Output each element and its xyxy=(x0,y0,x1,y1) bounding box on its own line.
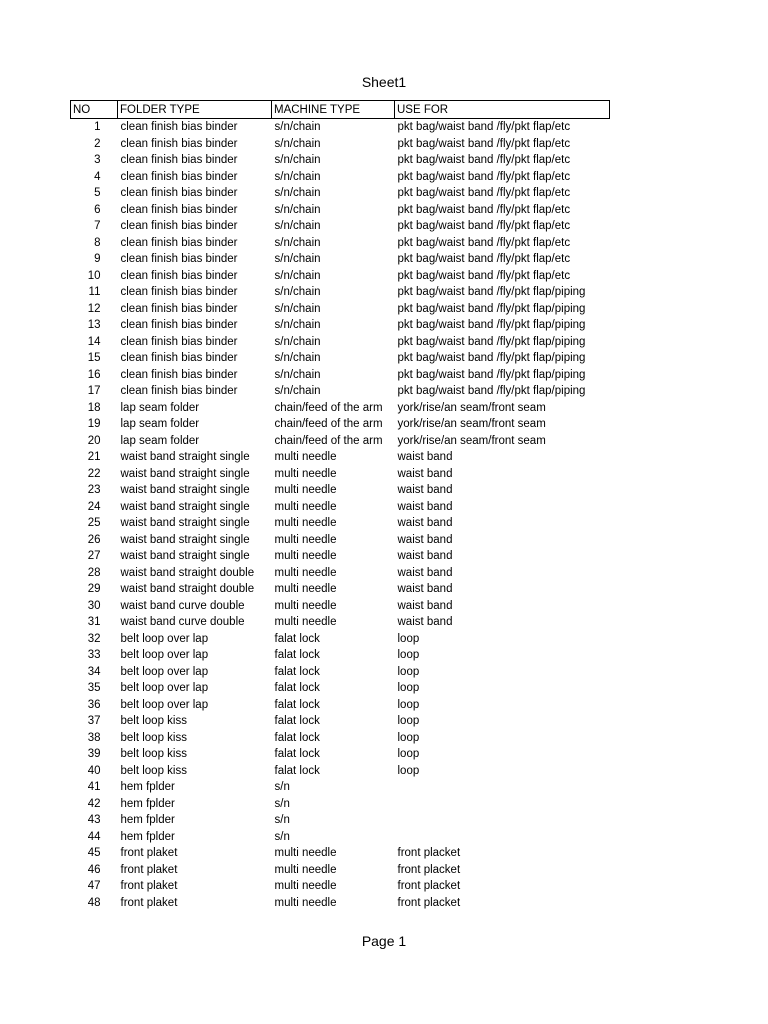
cell-use-for: pkt bag/waist band /fly/pkt flap/etc xyxy=(397,121,571,134)
cell-machine-type: s/n/chain xyxy=(274,236,321,249)
cell-machine-type: falat lock xyxy=(274,764,320,777)
cell-machine-type: s/n/chain xyxy=(274,335,321,348)
cell-use-for: front placket xyxy=(397,896,461,909)
cell-folder-type: waist band straight single xyxy=(120,500,250,513)
table-row xyxy=(71,548,610,565)
cell-no: 22 xyxy=(87,467,101,480)
cell-use-for: pkt bag/waist band /fly/pkt flap/piping xyxy=(397,352,586,365)
table-row xyxy=(71,433,610,450)
cell-machine-type: multi needle xyxy=(274,599,337,612)
table-row xyxy=(71,532,610,549)
cell-machine-type: falat lock xyxy=(274,632,320,645)
cell-folder-type: belt loop over lap xyxy=(120,632,209,645)
cell-machine-type: s/n/chain xyxy=(274,385,321,398)
cell-machine-type: s/n/chain xyxy=(274,154,321,167)
cell-use-for: waist band xyxy=(397,484,453,497)
cell-no: 3 xyxy=(94,154,101,167)
cell-machine-type: multi needle xyxy=(274,616,337,629)
cell-folder-type: clean finish bias binder xyxy=(120,269,238,282)
cell-no: 43 xyxy=(87,814,101,827)
cell-no: 6 xyxy=(94,203,101,216)
column-header-no: NO xyxy=(71,101,118,119)
cell-no: 27 xyxy=(87,550,101,563)
cell-use-for: pkt bag/waist band /fly/pkt flap/piping xyxy=(397,302,586,315)
cell-machine-type: s/n/chain xyxy=(274,220,321,233)
cell-machine-type: falat lock xyxy=(274,682,320,695)
cell-use-for: waist band xyxy=(397,451,453,464)
table-row xyxy=(71,251,610,268)
cell-use-for: front placket xyxy=(397,863,461,876)
cell-machine-type: falat lock xyxy=(274,649,320,662)
cell-folder-type: waist band straight double xyxy=(120,566,255,579)
cell-no: 19 xyxy=(87,418,101,431)
cell-no: 15 xyxy=(87,352,101,365)
cell-use-for: loop xyxy=(397,715,420,728)
sheet-title: Sheet1 xyxy=(361,74,407,90)
cell-folder-type: hem fplder xyxy=(120,797,175,810)
cell-machine-type: multi needle xyxy=(274,533,337,546)
table-row xyxy=(71,565,610,582)
cell-machine-type: multi needle xyxy=(274,847,337,860)
cell-folder-type: clean finish bias binder xyxy=(120,286,238,299)
cell-folder-type: clean finish bias binder xyxy=(120,236,238,249)
table-row xyxy=(71,499,610,516)
table-row xyxy=(71,763,610,780)
cell-use-for xyxy=(395,779,610,796)
cell-no: 20 xyxy=(87,434,101,447)
cell-no: 34 xyxy=(87,665,101,678)
cell-folder-type: waist band straight single xyxy=(120,451,250,464)
cell-folder-type: clean finish bias binder xyxy=(120,154,238,167)
cell-machine-type: s/n/chain xyxy=(274,137,321,150)
cell-no: 14 xyxy=(87,335,101,348)
cell-folder-type: belt loop kiss xyxy=(120,748,187,761)
cell-use-for: pkt bag/waist band /fly/pkt flap/piping xyxy=(397,368,586,381)
table-row xyxy=(71,730,610,747)
table-row xyxy=(71,317,610,334)
cell-folder-type: waist band straight single xyxy=(120,484,250,497)
table-row xyxy=(71,301,610,318)
cell-use-for: waist band xyxy=(397,566,453,579)
cell-use-for: york/rise/an seam/front seam xyxy=(397,401,546,414)
cell-use-for: pkt bag/waist band /fly/pkt flap/etc xyxy=(397,220,571,233)
cell-use-for: loop xyxy=(397,698,420,711)
cell-use-for: loop xyxy=(397,731,420,744)
table-row xyxy=(71,482,610,499)
table-row xyxy=(71,202,610,219)
cell-no: 12 xyxy=(87,302,101,315)
cell-no: 36 xyxy=(87,698,101,711)
table-row xyxy=(71,185,610,202)
cell-no: 38 xyxy=(87,731,101,744)
table-row xyxy=(71,862,610,879)
cell-folder-type: clean finish bias binder xyxy=(120,220,238,233)
table-row xyxy=(71,136,610,153)
cell-use-for: loop xyxy=(397,649,420,662)
table-row xyxy=(71,713,610,730)
cell-machine-type: s/n/chain xyxy=(274,203,321,216)
cell-machine-type: multi needle xyxy=(274,863,337,876)
cell-use-for: loop xyxy=(397,632,420,645)
table-row xyxy=(71,581,610,598)
cell-no: 33 xyxy=(87,649,101,662)
cell-machine-type: s/n/chain xyxy=(274,253,321,266)
table-row xyxy=(71,416,610,433)
cell-machine-type: chain/feed of the arm xyxy=(274,418,383,431)
cell-machine-type: falat lock xyxy=(274,731,320,744)
cell-machine-type: s/n/chain xyxy=(274,121,321,134)
cell-use-for: pkt bag/waist band /fly/pkt flap/piping xyxy=(397,335,586,348)
cell-no: 7 xyxy=(94,220,101,233)
cell-use-for: waist band xyxy=(397,500,453,513)
cell-use-for: york/rise/an seam/front seam xyxy=(397,434,546,447)
cell-use-for: loop xyxy=(397,665,420,678)
table-row xyxy=(71,350,610,367)
cell-no: 30 xyxy=(87,599,101,612)
table-row xyxy=(71,829,610,846)
cell-folder-type: hem fplder xyxy=(120,814,175,827)
cell-machine-type: chain/feed of the arm xyxy=(274,434,383,447)
cell-no: 10 xyxy=(87,269,101,282)
cell-folder-type: belt loop kiss xyxy=(120,731,187,744)
cell-use-for: york/rise/an seam/front seam xyxy=(397,418,546,431)
cell-machine-type: multi needle xyxy=(274,583,337,596)
cell-use-for: waist band xyxy=(397,517,453,530)
cell-use-for: pkt bag/waist band /fly/pkt flap/etc xyxy=(397,269,571,282)
table-row xyxy=(71,383,610,400)
cell-no: 4 xyxy=(94,170,101,183)
cell-folder-type: waist band curve double xyxy=(120,599,245,612)
cell-use-for: loop xyxy=(397,764,420,777)
cell-no: 23 xyxy=(87,484,101,497)
cell-folder-type: clean finish bias binder xyxy=(120,187,238,200)
cell-folder-type: clean finish bias binder xyxy=(120,385,238,398)
cell-use-for: waist band xyxy=(397,533,453,546)
table-row xyxy=(71,598,610,615)
cell-machine-type: falat lock xyxy=(274,715,320,728)
table-row xyxy=(71,895,610,912)
table-row xyxy=(71,367,610,384)
cell-no: 40 xyxy=(87,764,101,777)
cell-machine-type: multi needle xyxy=(274,550,337,563)
cell-folder-type: lap seam folder xyxy=(120,434,200,447)
cell-machine-type: s/n xyxy=(274,797,290,810)
cell-machine-type: s/n/chain xyxy=(274,302,321,315)
cell-folder-type: front plaket xyxy=(120,896,178,909)
cell-folder-type: belt loop over lap xyxy=(120,698,209,711)
cell-folder-type: belt loop kiss xyxy=(120,764,187,777)
table-body xyxy=(71,119,610,912)
table-row xyxy=(71,152,610,169)
cell-folder-type: clean finish bias binder xyxy=(120,137,238,150)
cell-folder-type: waist band straight single xyxy=(120,550,250,563)
cell-folder-type: lap seam folder xyxy=(120,418,200,431)
cell-use-for: waist band xyxy=(397,583,453,596)
cell-no: 29 xyxy=(87,583,101,596)
cell-machine-type: multi needle xyxy=(274,880,337,893)
cell-no: 41 xyxy=(87,781,101,794)
cell-use-for xyxy=(395,796,610,813)
cell-no: 13 xyxy=(87,319,101,332)
cell-machine-type: s/n/chain xyxy=(274,352,321,365)
page-footer: Page 1 xyxy=(361,933,407,949)
cell-no: 45 xyxy=(87,847,101,860)
cell-use-for: pkt bag/waist band /fly/pkt flap/etc xyxy=(397,154,571,167)
cell-folder-type: waist band straight single xyxy=(120,533,250,546)
cell-no: 11 xyxy=(88,286,101,299)
column-header-machine-type: MACHINE TYPE xyxy=(272,101,395,119)
table-row xyxy=(71,515,610,532)
cell-machine-type: chain/feed of the arm xyxy=(274,401,383,414)
cell-machine-type: multi needle xyxy=(274,484,337,497)
table-row xyxy=(71,334,610,351)
table-row xyxy=(71,466,610,483)
cell-no: 26 xyxy=(87,533,101,546)
header-row xyxy=(71,101,610,119)
cell-folder-type: front plaket xyxy=(120,863,178,876)
cell-machine-type: s/n xyxy=(274,814,290,827)
cell-folder-type: clean finish bias binder xyxy=(120,368,238,381)
cell-no: 8 xyxy=(94,236,101,249)
cell-machine-type: falat lock xyxy=(274,748,320,761)
cell-folder-type: waist band straight single xyxy=(120,467,250,480)
cell-no: 17 xyxy=(87,385,101,398)
cell-no: 37 xyxy=(87,715,101,728)
cell-folder-type: front plaket xyxy=(120,847,178,860)
cell-folder-type: lap seam folder xyxy=(120,401,200,414)
cell-machine-type: falat lock xyxy=(274,698,320,711)
cell-no: 24 xyxy=(87,500,101,513)
cell-use-for: pkt bag/waist band /fly/pkt flap/etc xyxy=(397,253,571,266)
cell-folder-type: front plaket xyxy=(120,880,178,893)
column-header-folder-type: FOLDER TYPE xyxy=(118,101,272,119)
cell-use-for: front placket xyxy=(397,847,461,860)
cell-no: 44 xyxy=(87,830,101,843)
cell-use-for: pkt bag/waist band /fly/pkt flap/etc xyxy=(397,236,571,249)
cell-use-for xyxy=(395,829,610,846)
cell-no: 39 xyxy=(87,748,101,761)
cell-no: 47 xyxy=(87,880,101,893)
cell-folder-type: belt loop over lap xyxy=(120,665,209,678)
cell-no: 42 xyxy=(87,797,101,810)
cell-machine-type: s/n/chain xyxy=(274,368,321,381)
cell-no: 32 xyxy=(87,632,101,645)
cell-machine-type: multi needle xyxy=(274,500,337,513)
cell-machine-type: s/n/chain xyxy=(274,286,321,299)
table-row xyxy=(71,235,610,252)
cell-folder-type: clean finish bias binder xyxy=(120,352,238,365)
cell-folder-type: waist band straight single xyxy=(120,517,250,530)
cell-use-for: front placket xyxy=(397,880,461,893)
cell-folder-type: belt loop kiss xyxy=(120,715,187,728)
cell-use-for: pkt bag/waist band /fly/pkt flap/etc xyxy=(397,187,571,200)
cell-no: 2 xyxy=(94,137,101,150)
cell-machine-type: multi needle xyxy=(274,896,337,909)
table-row xyxy=(71,169,610,186)
cell-folder-type: clean finish bias binder xyxy=(120,253,238,266)
table-row xyxy=(71,119,610,136)
cell-use-for: pkt bag/waist band /fly/pkt flap/piping xyxy=(397,286,586,299)
cell-no: 31 xyxy=(87,616,101,629)
cell-use-for: pkt bag/waist band /fly/pkt flap/etc xyxy=(397,137,571,150)
cell-use-for: pkt bag/waist band /fly/pkt flap/etc xyxy=(397,203,571,216)
table-row xyxy=(71,647,610,664)
cell-no: 46 xyxy=(87,863,101,876)
table-row xyxy=(71,218,610,235)
cell-machine-type: falat lock xyxy=(274,665,320,678)
cell-folder-type: waist band straight double xyxy=(120,583,255,596)
cell-use-for: waist band xyxy=(397,616,453,629)
cell-use-for: loop xyxy=(397,682,420,695)
cell-machine-type: multi needle xyxy=(274,517,337,530)
table-row xyxy=(71,845,610,862)
cell-no: 21 xyxy=(87,451,101,464)
cell-no: 5 xyxy=(94,187,101,200)
cell-folder-type: hem fplder xyxy=(120,781,175,794)
table-row xyxy=(71,449,610,466)
cell-folder-type: clean finish bias binder xyxy=(120,170,238,183)
cell-folder-type: waist band curve double xyxy=(120,616,245,629)
table-row xyxy=(71,631,610,648)
table-row xyxy=(71,697,610,714)
table-row xyxy=(71,268,610,285)
cell-machine-type: s/n/chain xyxy=(274,170,321,183)
cell-use-for: pkt bag/waist band /fly/pkt flap/etc xyxy=(397,170,571,183)
cell-no: 35 xyxy=(87,682,101,695)
cell-use-for: pkt bag/waist band /fly/pkt flap/piping xyxy=(397,385,586,398)
table-row xyxy=(71,796,610,813)
cell-folder-type: hem fplder xyxy=(120,830,175,843)
cell-machine-type: s/n/chain xyxy=(274,269,321,282)
cell-folder-type: clean finish bias binder xyxy=(120,319,238,332)
column-header-use-for: USE FOR xyxy=(395,101,610,119)
cell-no: 25 xyxy=(87,517,101,530)
sheet-table xyxy=(70,100,610,911)
cell-no: 16 xyxy=(87,368,101,381)
cell-folder-type: clean finish bias binder xyxy=(120,302,238,315)
cell-folder-type: belt loop over lap xyxy=(120,682,209,695)
cell-machine-type: s/n xyxy=(274,781,290,794)
cell-folder-type: clean finish bias binder xyxy=(120,121,238,134)
cell-folder-type: clean finish bias binder xyxy=(120,335,238,348)
cell-folder-type: belt loop over lap xyxy=(120,649,209,662)
table-row xyxy=(71,812,610,829)
cell-folder-type: clean finish bias binder xyxy=(120,203,238,216)
table-row xyxy=(71,680,610,697)
cell-no: 28 xyxy=(87,566,101,579)
cell-machine-type: s/n/chain xyxy=(274,319,321,332)
table-row xyxy=(71,746,610,763)
cell-no: 18 xyxy=(87,401,101,414)
cell-use-for: pkt bag/waist band /fly/pkt flap/piping xyxy=(397,319,586,332)
table-row xyxy=(71,878,610,895)
cell-use-for: waist band xyxy=(397,467,453,480)
table-row xyxy=(71,614,610,631)
cell-no: 48 xyxy=(87,896,101,909)
cell-machine-type: multi needle xyxy=(274,566,337,579)
cell-no: 1 xyxy=(94,121,101,134)
table-row xyxy=(71,779,610,796)
table-row xyxy=(71,284,610,301)
cell-machine-type: multi needle xyxy=(274,467,337,480)
table-row xyxy=(71,664,610,681)
cell-no: 9 xyxy=(94,253,101,266)
cell-use-for: waist band xyxy=(397,599,453,612)
table-row xyxy=(71,400,610,417)
cell-use-for xyxy=(395,812,610,829)
cell-use-for: loop xyxy=(397,748,420,761)
cell-machine-type: multi needle xyxy=(274,451,337,464)
cell-use-for: waist band xyxy=(397,550,453,563)
cell-machine-type: s/n xyxy=(274,830,290,843)
cell-machine-type: s/n/chain xyxy=(274,187,321,200)
